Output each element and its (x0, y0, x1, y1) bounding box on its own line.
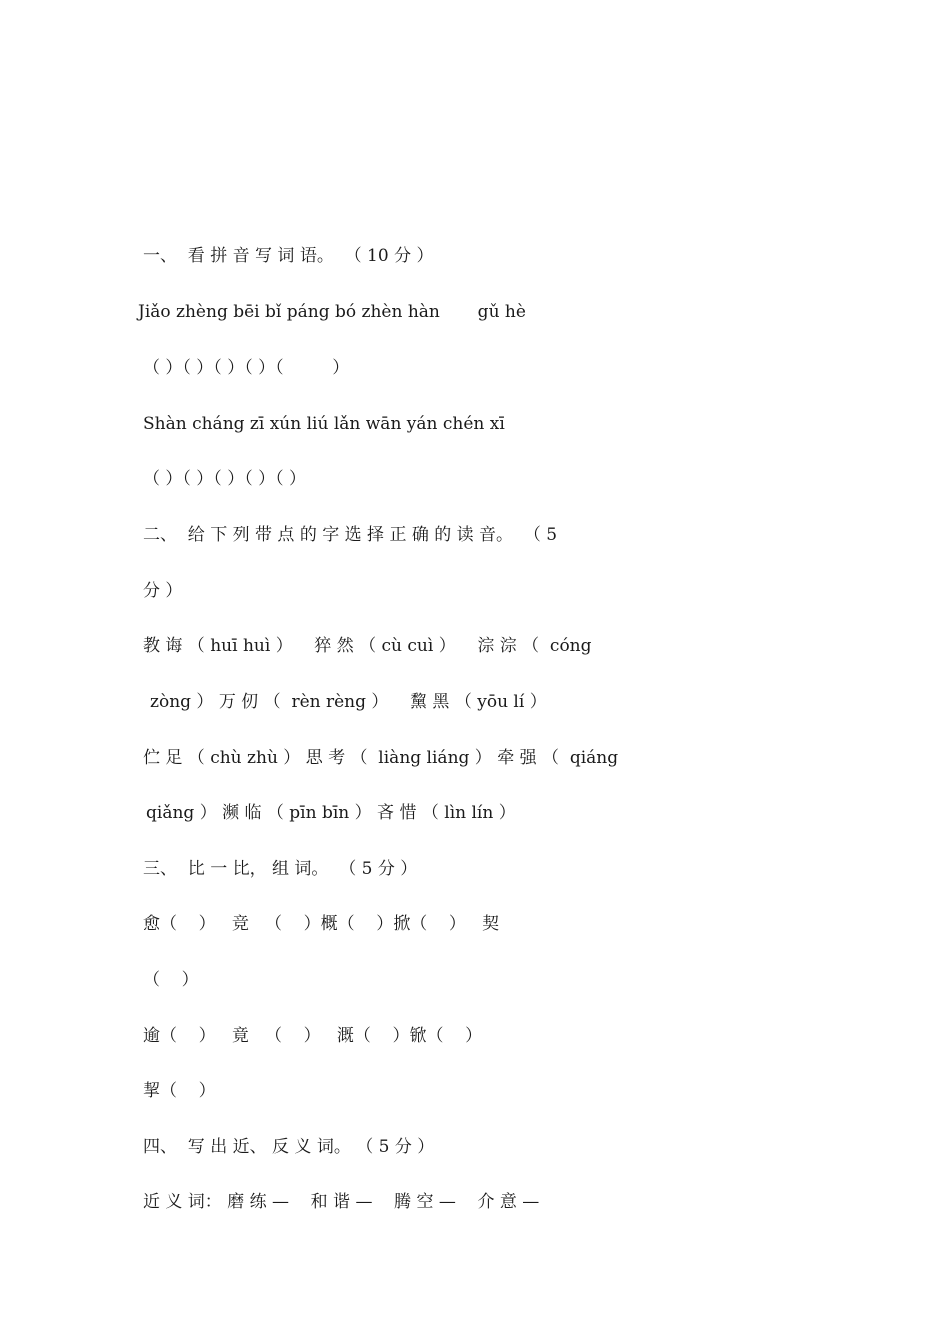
section-3-heading: 三、 比 一 比， 组 词。 （ 5 分 ） (143, 859, 418, 879)
compare-words-row-1-continued: （ ） (143, 970, 199, 990)
section-1-heading: 一、 看 拼 音 写 词 语。 （ 10 分 ） (143, 246, 434, 266)
section-2-heading-continued: 分 ） (143, 581, 183, 601)
reading-choice-row-3: 伫 足 （ chù zhù ） 思 考 （ liàng liáng ） 牵 强 （ qiáng (143, 748, 619, 768)
reading-choice-row-1: 教 诲 （ huī huì ） 猝 然 （ cù cuì ） 淙 淙 （ cóng (143, 636, 592, 656)
answer-brackets-row-1: （ ）（ ）（ ）（ ）（ ） (143, 358, 350, 378)
compare-words-row-2: 逾（ ） 竟 （ ） 溉（ ）锨（ ） (143, 1026, 483, 1046)
reading-choice-row-2: zòng ） 万 仞 （ rèn rèng ） 黧 黑 （ yōu lí ） (150, 692, 547, 712)
compare-words-row-1: 愈（ ） 竞 （ ）概（ ）掀（ ） 契 (143, 914, 500, 934)
pinyin-row-2: Shàn cháng zī xún liú lǎn wān yán chén xī (143, 414, 505, 434)
pinyin-row-1: Jiǎo zhèng bēi bǐ páng bó zhèn hàn gǔ hè (138, 302, 526, 322)
compare-words-row-2-continued: 挈（ ） (143, 1081, 216, 1101)
synonyms-row: 近 义 词： 磨 练 — 和 谐 — 腾 空 — 介 意 — (143, 1192, 540, 1212)
reading-choice-row-4: qiǎng ） 濒 临 （ pīn bīn ） 吝 惜 （ lìn lín ） (146, 803, 516, 823)
answer-brackets-row-2: （ ）（ ）（ ）（ ）（ ） (143, 469, 307, 489)
section-2-heading: 二、 给 下 列 带 点 的 字 选 择 正 确 的 读 音。 （ 5 (143, 525, 558, 545)
section-4-heading: 四、 写 出 近、 反 义 词。 （ 5 分 ） (143, 1137, 435, 1157)
